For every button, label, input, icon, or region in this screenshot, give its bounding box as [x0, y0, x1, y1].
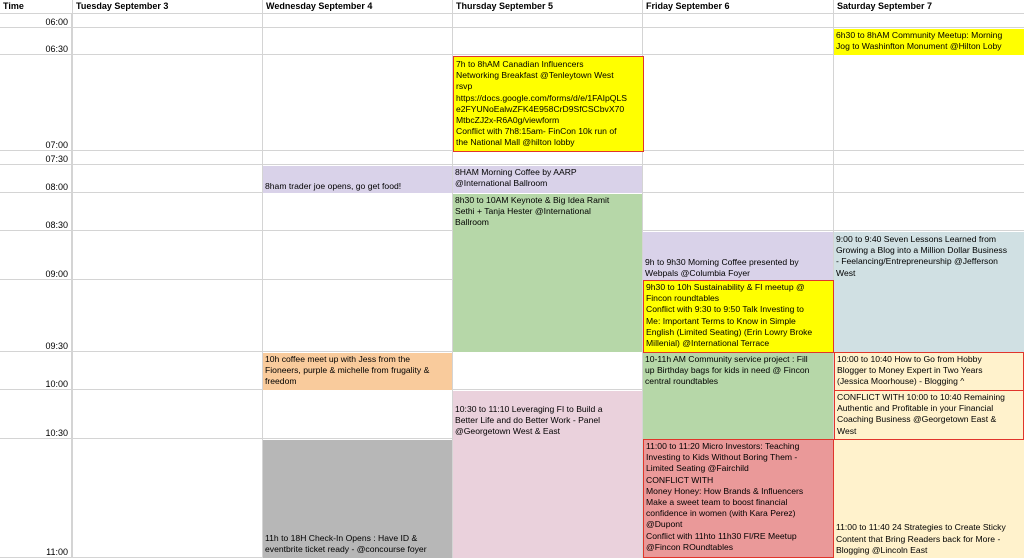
event-text: @Dupont — [646, 519, 683, 530]
event-text: 7h to 8hAM Canadian Influencers — [456, 59, 584, 69]
event-text: Fincon roundtables — [646, 293, 720, 304]
event-text: up Birthday bags for kids in need @ Fincon — [645, 365, 810, 376]
event-cell-conflict-financial-coaching[interactable] — [834, 390, 1024, 440]
event-cell-morning-coffee-aarp[interactable] — [453, 166, 642, 193]
event-text: e2FYUNoEalwZFK4E958CrD9SfCSCbvX70 — [456, 103, 625, 114]
event-cell-micro-investors[interactable] — [643, 439, 834, 558]
time-cell[interactable]: 09:30 — [0, 280, 72, 352]
event-text: Content that Bring Readers back for More - — [836, 533, 1001, 544]
event-text: 8HAM Morning Coffee by AARP — [455, 167, 577, 177]
event-text: Fioneers, purple & michelle from frugality & — [265, 365, 430, 376]
row-0730 — [0, 151, 1024, 165]
event-text: CONFLICT WITH 10:00 to 10:40 Remaining — [837, 392, 1005, 402]
event-text: 8ham trader joe opens, go get food! — [265, 180, 402, 191]
event-text: Money Honey: How Brands & Influencers — [646, 485, 804, 496]
event-text: 11h to 18H Check-In Opens : Have ID & — [265, 532, 418, 543]
event-text: 6h30 to 8hAM Community Meetup: Morning — [836, 30, 1003, 40]
time-cell[interactable]: 11:00 — [0, 439, 72, 558]
column-divider — [72, 0, 73, 558]
event-text: 10:00 to 10:40 How to Go from Hobby — [837, 354, 982, 364]
event-text: Better Life and do Better Work - Panel — [455, 415, 601, 426]
event-text: Webpals @Columbia Foyer — [645, 267, 751, 278]
event-text: Networking Breakfast @Tenleytown West — [456, 70, 614, 81]
event-text: Jog to Washinfton Monument @Hilton Loby — [836, 41, 1002, 52]
event-cell-community-service[interactable] — [643, 353, 833, 439]
event-text: 9h30 to 10h Sustainability & FI meetup @ — [646, 282, 805, 292]
event-cell-sustainability-meetup[interactable] — [643, 280, 834, 353]
event-text: Ballroom — [455, 217, 489, 228]
event-text: 10h coffee meet up with Jess from the — [265, 354, 411, 364]
event-text: Make a sweet team to boost financial — [646, 497, 788, 508]
time-cell[interactable]: 10:00 — [0, 352, 72, 390]
event-text: freedom — [265, 376, 297, 387]
event-cell-coffee-with-jess[interactable] — [263, 353, 452, 390]
event-text: rsvp — [456, 81, 473, 92]
event-text: Investing to Kids Without Boring Them - — [646, 452, 798, 463]
event-cell-leveraging-fi[interactable] — [453, 391, 642, 558]
event-text: Authentic and Profitable in your Financial — [837, 403, 994, 414]
event-text: 10-11h AM Community service project : Fill — [645, 354, 808, 364]
event-text: @International Ballroom — [455, 178, 548, 189]
event-text: 8h30 to 10AM Keynote & Big Idea Ramit — [455, 195, 610, 205]
event-text: Blogger to Money Expert in Two Years — [837, 365, 983, 376]
event-text: Limited Seating @Fairchild — [646, 463, 749, 474]
event-text: (Jessica Moorhouse) - Blogging ^ — [837, 376, 965, 387]
event-cell-keynote[interactable] — [453, 194, 642, 352]
event-text: Me: Important Terms to Know in Simple — [646, 315, 796, 326]
row-0600 — [0, 14, 1024, 28]
header-day-tuesday[interactable]: Tuesday September 3 — [76, 1, 169, 11]
event-cell-canadian-influencers-breakfast[interactable] — [453, 56, 644, 152]
event-text: 9:00 to 9:40 Seven Lessons Learned from — [836, 234, 997, 244]
event-text: Conflict with 9:30 to 9:50 Talk Investing to — [646, 304, 804, 315]
header-day-friday[interactable]: Friday September 6 — [646, 1, 730, 11]
event-text: Blogging @Lincoln East — [836, 544, 928, 555]
event-text: West — [836, 267, 856, 278]
event-text: West — [837, 425, 857, 436]
event-cell-community-meetup[interactable] — [834, 29, 1024, 55]
event-text: - Feelancing/Entrepreneurship @Jefferson — [836, 256, 998, 267]
event-text: Millenial) @International Terrace — [646, 338, 770, 349]
time-cell[interactable]: 10:30 — [0, 390, 72, 439]
event-text: 11:00 to 11:20 Micro Investors: Teaching — [646, 441, 800, 451]
event-text: central roundtables — [645, 376, 719, 387]
header-time[interactable]: Time — [3, 1, 24, 11]
event-cell-trader-joe[interactable] — [263, 166, 452, 193]
header-day-saturday[interactable]: Saturday September 7 — [837, 1, 933, 11]
event-cell-sticky-content[interactable] — [834, 440, 1024, 558]
event-text: Sethi + Tanja Hester @International — [455, 206, 591, 217]
time-cell[interactable]: 07:30 — [0, 151, 72, 165]
event-text: CONFLICT WITH — [646, 474, 714, 485]
event-text: confidence in women (with Kara Perez) — [646, 508, 796, 519]
event-text: Growing a Blog into a Million Dollar Business — [836, 245, 1007, 256]
time-cell[interactable]: 08:00 — [0, 165, 72, 193]
event-text: eventbrite ticket ready - @concourse foyer — [265, 543, 427, 554]
time-cell[interactable]: 06:30 — [0, 28, 72, 55]
event-text: MtbcZJ2x-R6A0g/viewform — [456, 115, 560, 126]
event-text: the National Mall @hilton lobby — [456, 137, 575, 148]
event-text: English (Limited Seating) (Erin Lowry Broke — [646, 326, 813, 337]
event-cell-hobby-blogger[interactable] — [834, 352, 1024, 391]
event-text: https://docs.google.com/forms/d/e/1FAIpQLS — [456, 92, 628, 103]
event-cell-check-in-opens[interactable] — [263, 440, 452, 558]
event-text: Conflict with 11hto 11h30 FI/RE Meetup — [646, 530, 797, 541]
event-text: 10:30 to 11:10 Leveraging FI to Build a — [455, 404, 603, 414]
time-cell[interactable]: 06:00 — [0, 14, 72, 28]
event-text: 9h to 9h30 Morning Coffee presented by — [645, 256, 799, 267]
event-text: 11:00 to 11:40 24 Strategies to Create Sticky — [836, 522, 1006, 533]
header-day-thursday[interactable]: Thursday September 5 — [456, 1, 554, 11]
event-text: @Georgetown West & East — [455, 426, 561, 437]
event-text: Conflict with 7h8:15am- FinCon 10k run of — [456, 126, 617, 137]
time-cell[interactable]: 09:00 — [0, 231, 72, 280]
event-text: Coaching Business @Georgetown East & — [837, 414, 997, 425]
event-text: @Fincon ROundtables — [646, 541, 734, 552]
event-cell-morning-coffee-webpals[interactable] — [643, 232, 833, 280]
time-cell[interactable]: 07:00 — [0, 55, 72, 151]
header-day-wednesday[interactable]: Wednesday September 4 — [266, 1, 373, 11]
time-cell[interactable]: 08:30 — [0, 193, 72, 231]
event-cell-seven-lessons[interactable] — [834, 232, 1024, 352]
